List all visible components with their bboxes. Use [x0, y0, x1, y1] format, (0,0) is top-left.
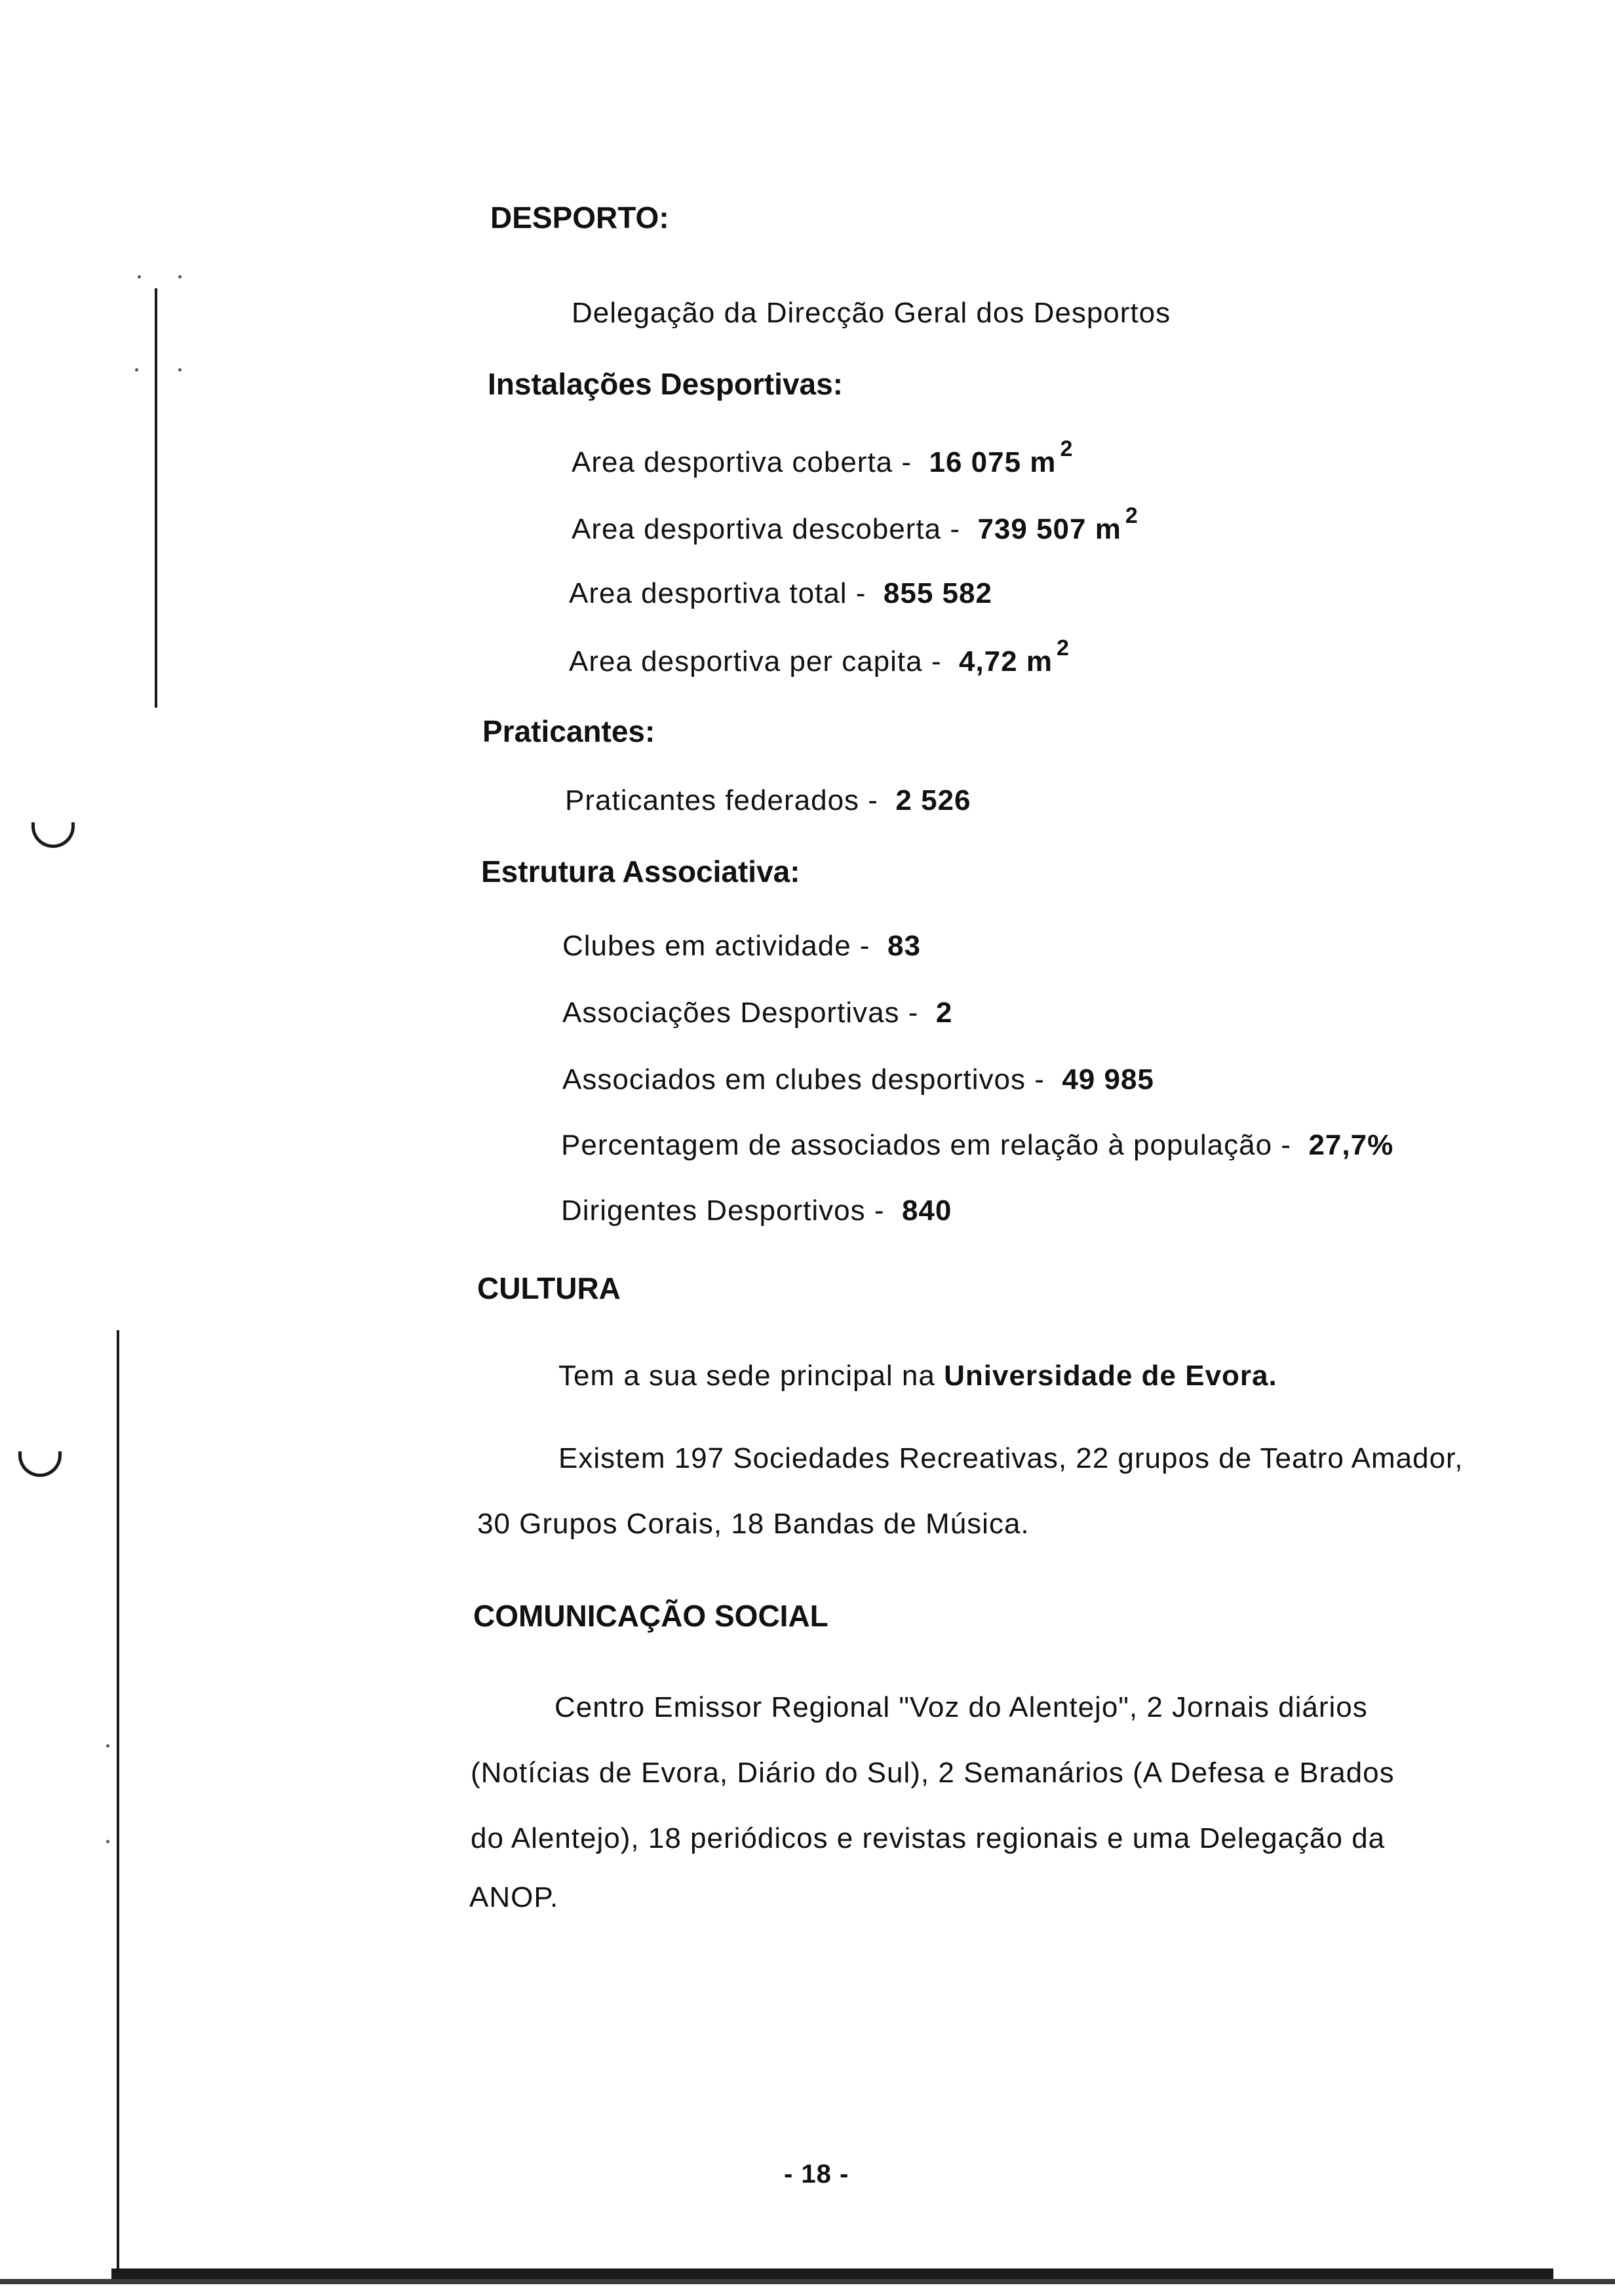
section-heading-cultura: CULTURA	[477, 1271, 621, 1305]
area-total-line	[569, 577, 992, 611]
margin-dot	[106, 1840, 109, 1843]
area-per-capita-line	[569, 636, 1070, 679]
associados-label: Associados em clubes desportivos -	[562, 1063, 1045, 1096]
comunicacao-line4: ANOP.	[469, 1881, 559, 1913]
cultura-existem-line1: Existem 197 Sociedades Recreativas, 22 grupos de Teatro Amador,	[558, 1442, 1464, 1474]
area-descoberta-label: Area desportiva descoberta -	[572, 513, 960, 545]
area-descoberta-value: 739 507 m	[977, 513, 1121, 545]
binding-mark-top	[31, 822, 75, 848]
praticantes-label: Praticantes federados -	[565, 784, 878, 816]
cultura-sede-line	[558, 1359, 1277, 1393]
section-heading-desporto: DESPORTO:	[490, 201, 669, 235]
margin-dot	[178, 368, 182, 372]
binding-mark-bottom	[18, 1451, 62, 1477]
comunicacao-line3: do Alentejo), 18 periódicos e revistas regionais e uma Delegação da	[471, 1822, 1386, 1854]
section-heading-comunicacao: COMUNICAÇÃO SOCIAL	[473, 1599, 828, 1633]
subheading-estrutura: Estrutura Associativa:	[481, 854, 800, 889]
dirigentes-label: Dirigentes Desportivos -	[561, 1195, 885, 1227]
comunicacao-line2: (Notícias de Evora, Diário do Sul), 2 Semanários (A Defesa e Brados	[471, 1757, 1395, 1789]
clubes-value: 83	[887, 930, 921, 962]
cultura-existem-line2: 30 Grupos Corais, 18 Bandas de Música.	[477, 1508, 1030, 1540]
left-margin-line-bottom	[117, 1330, 119, 2274]
margin-dot	[135, 368, 138, 372]
left-margin-line-top	[155, 288, 157, 708]
area-total-label: Area desportiva total -	[569, 577, 866, 609]
area-per-capita-value: 4,72 m	[958, 645, 1053, 678]
margin-dot	[106, 1744, 109, 1748]
area-coberta-line	[572, 436, 1074, 480]
associacoes-label: Associações Desportivas -	[562, 997, 919, 1029]
area-coberta-value: 16 075 m	[929, 446, 1057, 478]
praticantes-value: 2 526	[895, 784, 971, 816]
bottom-edge-shadow	[0, 2279, 1615, 2284]
subheading-instalacoes: Instalações Desportivas:	[488, 367, 844, 401]
percentagem-line	[561, 1128, 1393, 1162]
area-per-capita-label: Area desportiva per capita -	[569, 645, 942, 678]
associados-line	[562, 1063, 1154, 1097]
clubes-line	[562, 929, 921, 963]
praticantes-line	[565, 784, 971, 818]
subheading-praticantes: Praticantes:	[482, 714, 655, 748]
cultura-sede-bold: Universidade de Evora.	[944, 1360, 1277, 1392]
exponent: 2	[1060, 436, 1074, 461]
margin-dot	[178, 275, 182, 278]
percentagem-label: Percentagem de associados em relação à população -	[561, 1129, 1291, 1161]
exponent: 2	[1056, 636, 1070, 660]
comunicacao-line1: Centro Emissor Regional "Voz do Alentejo", 2 Jornais diários	[555, 1691, 1368, 1723]
area-total-value: 855 582	[883, 577, 992, 609]
dirigentes-value: 840	[901, 1195, 952, 1227]
cultura-sede-prefix: Tem a sua sede principal na	[558, 1360, 935, 1392]
clubes-label: Clubes em actividade -	[562, 930, 870, 962]
area-descoberta-line	[572, 503, 1138, 546]
delegacao-text: Delegação da Direcção Geral dos Desportos	[572, 297, 1171, 329]
associacoes-value: 2	[935, 997, 953, 1029]
margin-dot	[138, 275, 141, 278]
associacoes-line	[562, 996, 952, 1030]
exponent: 2	[1125, 503, 1138, 528]
area-coberta-label: Area desportiva coberta -	[572, 446, 912, 478]
percentagem-value: 27,7%	[1308, 1129, 1394, 1161]
associados-value: 49 985	[1062, 1063, 1154, 1096]
page-number: - 18 -	[784, 2160, 849, 2189]
dirigentes-line	[561, 1194, 952, 1228]
